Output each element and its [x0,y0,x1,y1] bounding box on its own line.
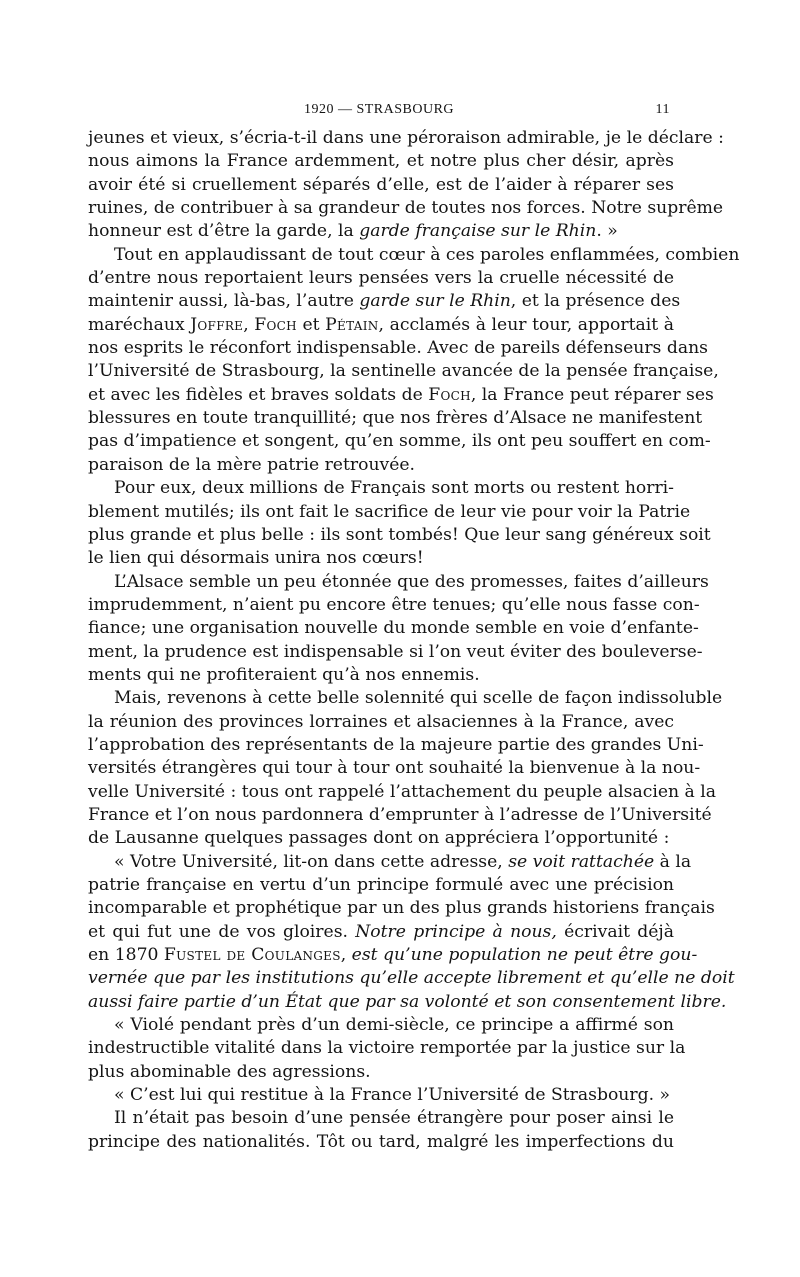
text-span: de Lausanne quelques passages dont on appréciera l’opportunité : [88,828,670,849]
text-line [88,734,704,757]
text-line [88,1131,674,1154]
text-span: , la France peut réparer ses [470,384,714,405]
text-line [88,314,674,337]
text-span: écrivait déjà [556,921,675,942]
text-span: « Violé pendant près d’un demi-siècle, ce principe a affirmé son [114,1015,674,1036]
text-span: le lien qui désormais unira nos cœurs! [88,548,424,569]
text-line [88,220,674,243]
text-span: à la [654,851,692,872]
text-span: jeunes et vieux, s’écria-t-il dans une péroraison admirable, je le déclare : [88,128,724,148]
text-span: L’Alsace semble un peu étonnée que des promesses, faites d’ailleurs [114,571,709,592]
text-span: en 1870 [88,945,164,966]
running-head [88,102,670,124]
text-span: pas d’impatience et songent, qu’en somme, ils ont peu souffert en com- [88,431,711,452]
text-span: et avec les fidèles et braves soldats de [88,384,429,405]
italic-span: Notre principe à nous, [355,921,557,942]
text-line [88,407,703,430]
text-line [88,641,703,664]
text-span: , [340,945,352,966]
italic-span: garde sur le Rhin [359,291,511,312]
text-span: incomparable et prophétique par un des plus grands historiens français [88,898,715,919]
text-span: nous aimons la France ardemment, et notre plus cher désir, après [88,151,674,172]
text-span: avoir été si cruellement séparés d’elle, est de l’aider à réparer ses [88,174,674,195]
text-span: et qui fut une de vos gloires. [88,921,356,942]
text-line [88,781,716,804]
text-span: , et la présence des [510,291,681,312]
text-line [88,711,674,734]
text-span: versités étrangères qui tour à tour ont souhaité la bienvenue à la nou- [88,758,701,779]
text-span: blement mutilés; ils ont fait le sacrifice de leur vie pour voir la Patrie [88,501,691,522]
name-smallcaps: Pétain [325,314,379,335]
text-span: ments qui ne profiteraient qu’à nos ennemis. [88,664,480,685]
text-line [88,827,674,850]
text-line [88,571,709,594]
page-number: 11 [655,102,670,117]
text-span: indestructible vitalité dans la victoire remportée par la justice sur la [88,1038,686,1059]
text-line [88,617,699,640]
text-span: blessures en toute tranquillité; que nos frères d’Alsace ne manifestent [88,408,703,429]
text-span: ment, la prudence est indispensable si l’on veut éviter des bouleverse- [88,641,703,662]
italic-span: aussi faire partie d’un État que par sa volonté et son consentement libre. [88,991,727,1012]
italic-span: vernée que par les institutions qu’elle accepte librement et qu’elle ne doit [88,968,735,989]
text-line [88,454,674,477]
text-line [88,501,691,524]
text-span: ruines, de contribuer à sa grandeur de toutes nos forces. Notre suprême [88,198,724,219]
text-span: maréchaux [88,314,191,335]
text-span: Il n’était pas besoin d’une pensée étrangère pour poser ainsi le [114,1108,674,1129]
text-span: Tout en applaudissant de tout cœur à ces paroles enflammées, combien [114,244,740,265]
text-span: plus grande et plus belle : ils sont tombés! Que leur sang généreux soit [88,524,711,545]
italic-span: garde française sur le Rhin [359,221,597,242]
text-line [88,197,724,220]
text-line [88,991,727,1014]
text-span: principe des nationalités. Tôt ou tard, malgré les imperfections du [88,1131,674,1152]
text-span: fiance; une organisation nouvelle du monde semble en voie d’enfante- [88,618,699,639]
text-line [88,804,712,827]
text-span: . » [596,221,618,242]
text-span: d’entre nous reportaient leurs pensées vers la cruelle nécessité de [88,268,674,289]
text-span: l’Université de Strasbourg, la sentinelle avancée de la pensée française, [88,361,719,382]
text-span: France et l’on nous pardonnera d’emprunter à l’adresse de l’Université [88,804,712,825]
text-line [88,360,719,383]
text-line [88,337,708,360]
text-line [88,1037,686,1060]
text-line [88,874,674,897]
text-line [88,150,674,173]
text-line [88,851,692,874]
text-span: plus abominable des agressions. [88,1061,371,1082]
text-line [88,921,674,944]
text-line [88,290,681,313]
text-line [88,1061,674,1084]
text-span: « C’est lui qui restitue à la France l’Université de Strasbourg. » [114,1085,671,1106]
text-line [88,594,700,617]
text-span: , [243,314,255,335]
name-smallcaps: Foch [254,314,297,335]
text-span: , acclamés à leur tour, apportait à [378,314,674,335]
italic-span: se voit rattachée [508,851,655,872]
text-line [88,1014,674,1037]
text-line [88,687,723,710]
text-span: paraison de la mère patrie retrouvée. [88,454,416,475]
name-smallcaps: Fustel de Coulanges [163,945,341,966]
text-line [88,430,711,453]
text-span: velle Université : tous ont rappelé l’attachement du peuple alsacien à la [88,781,716,802]
body-text [88,127,740,1154]
text-line [88,1084,674,1107]
text-span: la réunion des provinces lorraines et alsaciennes à la France, avec [88,711,674,732]
text-line [88,524,711,547]
text-line [88,967,735,990]
text-span: l’approbation des représentants de la majeure partie des grandes Uni- [88,734,704,755]
text-line [88,757,701,780]
text-span: et [296,314,326,335]
name-smallcaps: Joffre [190,314,244,335]
text-line [88,897,715,920]
text-line [88,547,674,570]
text-line [88,664,674,687]
text-line [88,174,674,197]
text-span: imprudemment, n’aient pu encore être tenues; qu’elle nous fasse con- [88,594,700,615]
text-line [88,384,714,407]
text-line [88,127,724,150]
text-span: patrie française en vertu d’un principe formulé avec une précision [88,875,674,895]
text-line [88,244,740,267]
italic-span: est qu’une population ne peut être gou- [351,945,698,966]
text-line [88,267,674,290]
text-span: nos esprits le réconfort indispensable. Avec de pareils défenseurs dans [88,338,708,359]
text-span: « Votre Université, lit-on dans cette adresse, [114,851,509,872]
text-line [88,1107,674,1130]
text-span: Pour eux, deux millions de Français sont morts ou restent horri- [114,478,674,499]
text-line [88,944,698,967]
running-title: 1920 — STRASBOURG [303,102,455,117]
name-smallcaps: Foch [428,384,471,405]
text-span: Mais, revenons à cette belle solennité qui scelle de façon indissoluble [114,688,723,709]
text-span: maintenir aussi, là-bas, l’autre [88,291,360,312]
text-span: honneur est d’être la garde, la [88,221,360,242]
text-line [88,477,674,500]
